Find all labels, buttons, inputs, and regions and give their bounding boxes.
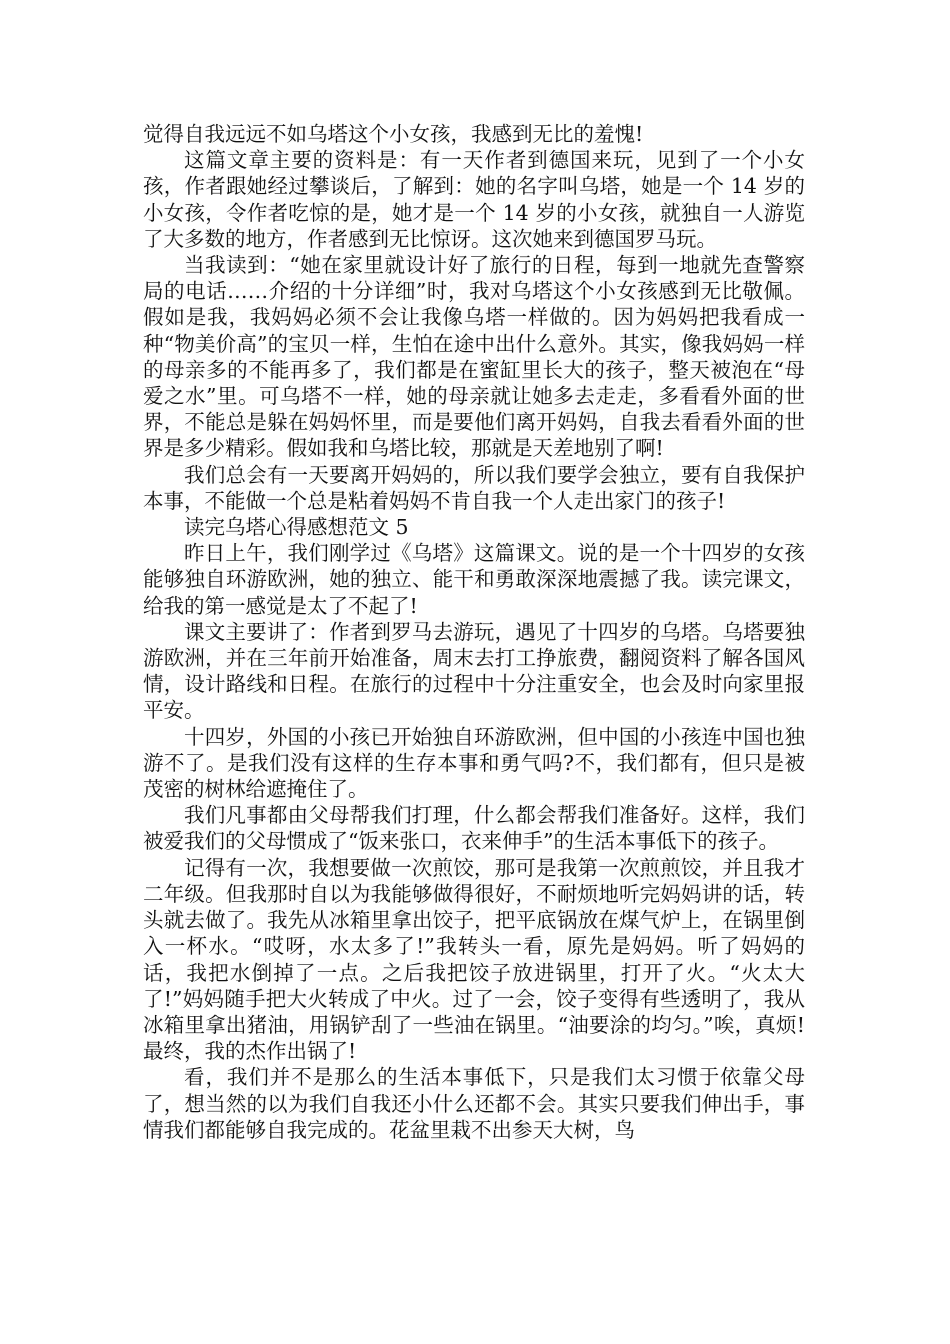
paragraph: 课文主要讲了：作者到罗马去游玩，遇见了十四岁的乌塔。乌塔要独游欧洲，并在三年前开始准备，周末去打工挣旅费，翻阅资料了解各国风情，设计路线和日程。在旅行的过程中十分注重安全，也会及时向家里报平安。 (143, 619, 805, 723)
paragraph: 当我读到：“她在家里就设计好了旅行的日程，每到一地就先查警察局的电话……介绍的十分详细”时，我对乌塔这个小女孩感到无比敬佩。假如是我，我妈妈必须不会让我像乌塔一样做的。因为妈妈把我看成一种“物美价高”的宝贝一样，生怕在途中出什么意外。其实，像我妈妈一样的母亲多的不能再多了，我们都是在蜜缸里长大的孩子，整天被泡在“母爱之水”里。可乌塔不一样，她的母亲就让她多去走走，多看看外面的世界，不能总是躲在妈妈怀里，而是要他们离开妈妈，自我去看看外面的世界是多少精彩。假如我和乌塔比较，那就是天差地别了啊! (143, 253, 805, 461)
paragraph: 看，我们并不是那么的生活本事低下，只是我们太习惯于依靠父母了，想当然的以为我们自我还小什么还都不会。其实只要我们伸出手，事情我们都能够自我完成的。花盆里栽不出参天大树，鸟 (143, 1065, 805, 1142)
paragraph: 这篇文章主要的资料是：有一天作者到德国来玩，见到了一个小女孩，作者跟她经过攀谈后，了解到：她的名字叫乌塔，她是一个 14 岁的小女孩，令作者吃惊的是，她才是一个 14 岁的小女孩，就独自一人游览了大多数的地方，作者感到无比惊讶。这次她来到德国罗马玩。 (143, 148, 805, 251)
paragraph: 十四岁，外国的小孩已开始独自环游欧洲，但中国的小孩连中国也独游不了。是我们没有这样的生存本事和勇气吗?不，我们都有，但只是被茂密的树林给遮掩住了。 (143, 724, 805, 802)
document-body (143, 121, 805, 1143)
paragraph: 昨日上午，我们刚学过《乌塔》这篇课文。说的是一个十四岁的女孩能够独自环游欧洲，她的独立、能干和勇敢深深地震撼了我。读完课文，给我的第一感觉是太了不起了! (143, 541, 805, 618)
section-heading: 读完乌塔心得感想范文 5 (184, 515, 409, 540)
paragraph: 我们总会有一天要离开妈妈的，所以我们要学会独立，要有自我保护本事，不能做一个总是粘着妈妈不肯自我一个人走出家门的孩子! (143, 462, 805, 513)
paragraph: 记得有一次，我想要做一次煎饺，那可是我第一次煎煎饺，并且我才二年级。但我那时自以为我能够做得很好，不耐烦地听完妈妈讲的话，转头就去做了。我先从冰箱里拿出饺子，把平底锅放在煤气炉上，在锅里倒入一杯水。“哎呀，水太多了!”我转头一看，原先是妈妈。听了妈妈的话，我把水倒掉了一点。之后我把饺子放进锅里，打开了火。“火太大了!”妈妈随手把大火转成了中火。过了一会，饺子变得有些透明了，我从冰箱里拿出猪油，用锅铲刮了一些油在锅里。“油要涂的均匀。”唉，真烦!最终，我的杰作出锅了! (143, 855, 805, 1064)
paragraph: 觉得自我远远不如乌塔这个小女孩，我感到无比的羞愧! (143, 122, 644, 146)
paragraph: 我们凡事都由父母帮我们打理，什么都会帮我们准备好。这样，我们被爱我们的父母惯成了“饭来张口，衣来伸手”的生活本事低下的孩子。 (143, 803, 805, 854)
